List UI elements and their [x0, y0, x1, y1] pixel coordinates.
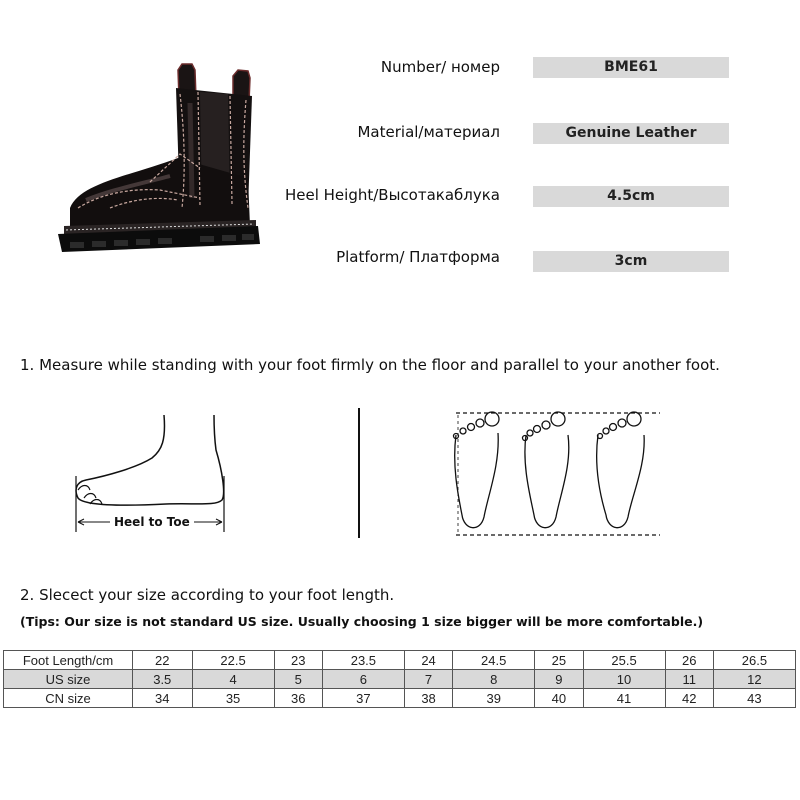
table-cell: 42	[665, 689, 713, 708]
spec-platform-label: Platform/ Платформа	[336, 248, 500, 266]
spec-heel-height-value: 4.5cm	[533, 186, 729, 207]
table-cell: 11	[665, 670, 713, 689]
table-cell: 23.5	[322, 651, 404, 670]
table-cell: 35	[192, 689, 274, 708]
spec-number-label: Number/ номер	[380, 58, 500, 76]
table-cell: 25	[535, 651, 583, 670]
spec-material-label: Material/материал	[357, 123, 500, 141]
table-cell: 8	[453, 670, 535, 689]
heel-to-toe-label: Heel to Toe	[114, 515, 190, 529]
spec-platform-value: 3cm	[533, 251, 729, 272]
table-cell: 12	[713, 670, 795, 689]
spec-number-value: BME61	[533, 57, 729, 78]
table-row	[4, 689, 796, 708]
spec-material-value: Genuine Leather	[533, 123, 729, 144]
step-2-instruction: 2. Slecect your size according to your foot length.	[20, 586, 395, 604]
illustration-divider	[358, 408, 360, 538]
table-cell: 38	[404, 689, 452, 708]
table-row	[4, 651, 796, 670]
table-cell: 40	[535, 689, 583, 708]
table-cell: 7	[404, 670, 452, 689]
table-cell: 23	[274, 651, 322, 670]
table-row	[4, 670, 796, 689]
table-cell: 6	[322, 670, 404, 689]
row-header: CN size	[4, 689, 133, 708]
table-cell: 5	[274, 670, 322, 689]
table-cell: 22.5	[192, 651, 274, 670]
table-cell: 43	[713, 689, 795, 708]
table-cell: 34	[133, 689, 193, 708]
boot-product-image	[50, 58, 262, 258]
table-cell: 36	[274, 689, 322, 708]
table-cell: 26	[665, 651, 713, 670]
table-cell: 4	[192, 670, 274, 689]
table-cell: 39	[453, 689, 535, 708]
table-cell: 37	[322, 689, 404, 708]
table-cell: 24.5	[453, 651, 535, 670]
table-cell: 25.5	[583, 651, 665, 670]
spec-heel-height-label: Heel Height/Высотакаблука	[284, 186, 500, 204]
table-cell: 41	[583, 689, 665, 708]
table-cell: 9	[535, 670, 583, 689]
table-cell: 3.5	[133, 670, 193, 689]
table-cell: 24	[404, 651, 452, 670]
row-header: US size	[4, 670, 133, 689]
table-cell: 22	[133, 651, 193, 670]
step-1-instruction: 1. Measure while standing with your foot firmly on the floor and parallel to your another foot.	[20, 356, 720, 374]
size-tips-note: (Tips: Our size is not standard US size. Usually choosing 1 size bigger will be more comfortable.)	[20, 614, 704, 629]
feet-top-illustration	[440, 405, 670, 543]
table-cell: 26.5	[713, 651, 795, 670]
table-cell: 10	[583, 670, 665, 689]
size-chart-table	[3, 650, 796, 708]
row-header: Foot Length/cm	[4, 651, 133, 670]
